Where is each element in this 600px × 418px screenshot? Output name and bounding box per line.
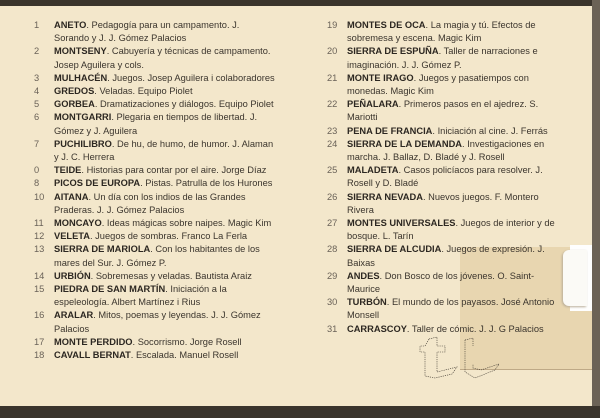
catalog-item [327, 98, 559, 124]
item-description: Pedagogía para un campamento. [91, 20, 230, 30]
item-text: MULHACÉN. Juegos. Josep Aguilera i colaboradores [54, 72, 275, 83]
logo-t-shape [420, 337, 457, 378]
item-title: MONTGARRI [54, 112, 112, 123]
catalog-item [327, 138, 559, 164]
item-number: 1 [34, 20, 40, 30]
item-title: ARALAR [54, 310, 94, 321]
item-text: AITANA. Un día con los indios de las Grandes Praderas. J. J. Gómez Palacios [54, 191, 246, 215]
item-title: MULHACÉN [54, 72, 108, 83]
catalog-item [34, 138, 276, 164]
item-title: VELETA [54, 231, 90, 242]
item-title: PICOS DE EUROPA [54, 178, 141, 189]
item-number: 11 [34, 218, 44, 229]
item-title: MONCAYO [54, 218, 102, 229]
catalog-item [327, 191, 559, 217]
catalog-item [34, 336, 276, 349]
item-author: Patrulla de los Hurones [175, 178, 273, 189]
item-description: Iniciación al cine. [437, 125, 509, 136]
item-title: SIERRA DE ESPUÑA [347, 46, 439, 57]
catalog-item [327, 164, 559, 190]
item-number: 30 [327, 297, 338, 308]
item-text: GORBEA. Dramatizaciones y diálogos. Equipo Piolet [54, 99, 274, 110]
item-text: CARRASCOY. Taller de cómic. J. J. G Palacios [347, 323, 544, 334]
item-number: 7 [34, 138, 40, 149]
item-text: VELETA. Juegos de sombras. Franco La Ferla [54, 231, 248, 242]
item-title: MONTES DE OCA [347, 20, 426, 30]
item-number: 13 [34, 244, 45, 255]
item-text: ANDES. Don Bosco de los jóvenes. O. Saint-Maurice [347, 270, 535, 295]
item-title: GORBEA [54, 99, 95, 110]
item-title: PEÑALARA [347, 99, 399, 110]
catalog-item [34, 309, 276, 335]
item-author: F. Montero Rivera [347, 191, 539, 215]
catalog-item [34, 177, 276, 190]
item-author: Equipo Piolet [137, 86, 193, 97]
item-author: J. Baixas [347, 244, 545, 268]
item-author: J. Alaman y J. C. Herrera [54, 138, 274, 163]
item-description: Pistas. [145, 178, 174, 189]
item-author: Josep Aguilera i colaboradores [147, 72, 275, 83]
item-text: PENA DE FRANCIA. Iniciación al cine. J. Ferrás [347, 125, 548, 136]
catalog-item [34, 283, 276, 309]
catalog-item [34, 19, 276, 45]
item-text: SIERRA DE ESPUÑA. Taller de narraciones e imaginación. J. J. Gómez P. [347, 46, 538, 70]
item-text: GREDOS. Veladas. Equipo Piolet [54, 86, 193, 97]
item-number: 3 [34, 72, 40, 83]
item-author: Josep Aguilera y cols. [54, 59, 144, 70]
item-author: Magic Kim [390, 86, 434, 97]
item-number: 25 [327, 165, 338, 176]
item-title: AITANA [54, 191, 89, 202]
item-text: MONCAYO. Ideas mágicas sobre naipes. Magic Kim [54, 218, 272, 229]
item-number: 24 [327, 138, 338, 149]
item-number: 18 [34, 350, 45, 361]
item-author: J. Sorando y J. J. Gómez Palacios [54, 20, 240, 44]
logo-c-shape [465, 338, 499, 378]
item-author: S. Mariotti [347, 99, 539, 123]
item-text: SIERRA DE ALCUDIA. Juegos de expresión. J. Baixas [347, 244, 545, 268]
item-title: MALADETA [347, 165, 399, 176]
item-description: Taller de cómic. [411, 323, 477, 334]
item-author: Magic Kim [227, 218, 272, 229]
item-number: 0 [34, 165, 40, 176]
item-number: 26 [327, 191, 338, 202]
item-text: MONTES UNIVERSALES. Juegos de interior y de bosque. L. Tarín [347, 218, 555, 242]
item-text: MONTE IRAGO. Juegos y pasatiempos con monedas. Magic Kim [347, 72, 529, 97]
item-text: TEIDE. Historias para contar por el aire. Jorge Díaz [54, 165, 267, 176]
item-number: 10 [34, 191, 45, 202]
item-text: PUCHILIBRO. De hu, de humo, de humor. J. Alaman y J. C. Herrera [54, 138, 274, 163]
item-author: J. J. G Palacios [479, 323, 544, 334]
item-title: CAVALL BERNAT [54, 350, 131, 361]
bottom-edge [0, 406, 600, 418]
item-number: 19 [327, 20, 338, 30]
item-author: L. Tarín [382, 231, 414, 242]
item-description: Historias para contar por el aire. [86, 165, 219, 176]
publisher-logo [417, 334, 527, 384]
item-number: 8 [34, 178, 40, 189]
item-author: J. Ferrás [510, 125, 548, 136]
item-number: 22 [327, 99, 338, 110]
item-text: TURBÓN. El mundo de los payasos. José Antonio Monsell [347, 297, 555, 321]
item-title: ANETO [54, 20, 87, 30]
item-description: Socorrismo. [137, 336, 188, 347]
item-text: URBIÓN. Sobremesas y veladas. Bautista Araiz [54, 270, 252, 281]
item-author: J. Gómez y J. Aguilera [54, 112, 258, 136]
item-description: Juegos. [112, 72, 145, 83]
item-text: MONTSENY. Cabuyería y técnicas de campamento. Josep Aguilera y cols. [54, 46, 271, 70]
item-description: Juegos de expresión. [446, 244, 535, 255]
catalog-item [34, 111, 276, 137]
catalog-item [34, 349, 276, 362]
item-text: SIERRA DE MARIOLA. Con los habitantes de los mares del Sur. J. Gómez P. [54, 244, 260, 268]
item-number: 29 [327, 270, 338, 281]
catalog-item [34, 85, 276, 98]
item-author: J. J. Gómez Palacios [54, 310, 261, 334]
item-title: SIERRA NEVADA [347, 191, 423, 202]
item-description: Casos policíacos para resolver. [403, 165, 533, 176]
item-description: El mundo de los payasos. [391, 297, 499, 308]
catalog-item [34, 270, 276, 283]
item-title: PUCHILIBRO [54, 138, 112, 149]
item-title: ANDES [347, 270, 380, 281]
item-title: MONTE PERDIDO [54, 336, 133, 347]
item-description: Cabuyería y técnicas de campamento. [111, 46, 271, 57]
item-author: J. Gómez P. [116, 257, 167, 268]
item-description: Juegos de interior y de bosque. [347, 218, 555, 242]
catalog-item [327, 45, 559, 71]
item-number: 27 [327, 218, 338, 229]
item-description: Mitos, poemas y leyendas. [98, 310, 209, 321]
item-author: J. Rosell y D. Bladé [347, 165, 543, 189]
item-description: Dramatizaciones y diálogos. [99, 99, 217, 110]
catalog-item [327, 125, 559, 138]
item-text: SIERRA NEVADA. Nuevos juegos. F. Montero Rivera [347, 191, 539, 215]
item-description: Ideas mágicas sobre naipes. [106, 218, 226, 229]
item-number: 2 [34, 46, 40, 57]
item-text: CAVALL BERNAT. Escalada. Manuel Rosell [54, 350, 239, 361]
item-title: SIERRA DE ALCUDIA [347, 244, 442, 255]
catalog-item [34, 164, 276, 177]
top-edge [0, 0, 600, 6]
item-description: De hu, de humo, de humor. [117, 138, 230, 149]
item-title: PENA DE FRANCIA [347, 125, 433, 136]
item-description: Primeros pasos en el ajedrez. [403, 99, 527, 110]
catalog-item [327, 19, 559, 45]
item-title: MONTE IRAGO [347, 72, 414, 83]
catalog-item [34, 243, 276, 269]
item-title: URBIÓN [54, 270, 91, 281]
item-text: MONTES DE OCA. La magia y tú. Efectos de sobremesa y escena. Magic Kim [347, 20, 536, 44]
item-number: 16 [34, 310, 45, 321]
item-title: TEIDE [54, 165, 82, 176]
item-author: Bautista Araiz [195, 270, 252, 281]
item-text: PEÑALARA. Primeros pasos en el ajedrez. S. Mariotti [347, 99, 539, 123]
item-text: ARALAR. Mitos, poemas y leyendas. J. J. Gómez Palacios [54, 310, 261, 334]
catalog-item [34, 217, 276, 230]
item-title: GREDOS [54, 86, 95, 97]
catalog-item [34, 72, 276, 85]
item-description: Escalada. [135, 350, 177, 361]
item-text: PIEDRA DE SAN MARTÍN. Iniciación a la espeleología. Albert Martínez i Rius [54, 284, 227, 308]
item-author: José Antonio Monsell [347, 297, 555, 321]
item-title: PIEDRA DE SAN MARTÍN [54, 284, 166, 295]
item-author: Equipo Piolet [218, 99, 274, 110]
item-title: MONTSENY [54, 46, 107, 57]
item-author: Albert Martínez i Rius [111, 297, 201, 308]
item-author: Jorge Rosell [189, 336, 242, 347]
item-description: Plegaria en tiempos de libertad. [116, 112, 248, 123]
item-title: TURBÓN [347, 297, 387, 308]
catalog-item [34, 45, 276, 71]
item-author: J. J. Gómez Palacios [96, 204, 185, 215]
item-description: Investigaciones en marcha. [347, 138, 545, 163]
catalog-item [34, 98, 276, 111]
item-description: Con los habitantes de los mares del Sur. [54, 244, 260, 268]
item-text: MONTGARRI. Plegaria en tiempos de libertad. J. Gómez y J. Aguilera [54, 112, 258, 136]
item-author: Franco La Ferla [181, 231, 248, 242]
item-number: 6 [34, 112, 40, 123]
item-description: La magia y tú. Efectos de sobremesa y escena. [347, 20, 536, 44]
catalog-item [34, 230, 276, 243]
item-number: 5 [34, 99, 40, 110]
right-edge [592, 0, 600, 418]
item-description: Iniciación a la espeleología. [54, 284, 227, 308]
item-author: O. Saint-Maurice [347, 270, 535, 295]
item-author: Magic Kim [437, 33, 482, 44]
item-text: ANETO. Pedagogía para un campamento. J. Sorando y J. J. Gómez Palacios [54, 20, 240, 44]
catalog-item [327, 217, 559, 243]
item-title: MONTES UNIVERSALES [347, 218, 456, 229]
item-description: Juegos de sombras. [95, 231, 179, 242]
item-number: 17 [34, 336, 45, 347]
item-author: J. Ballaz, D. Bladé y J. Rosell [383, 152, 505, 163]
series-list-right [327, 19, 559, 336]
item-title: CARRASCOY [347, 323, 407, 334]
item-number: 15 [34, 284, 45, 295]
item-description: Un día con los indios de las Grandes Praderas. [54, 191, 246, 215]
item-author: J. J. Gómez P. [401, 59, 462, 70]
item-text: PICOS DE EUROPA. Pistas. Patrulla de los Hurones [54, 178, 273, 189]
item-text: MONTE PERDIDO. Socorrismo. Jorge Rosell [54, 336, 242, 347]
item-number: 28 [327, 244, 338, 255]
item-number: 12 [34, 231, 45, 242]
item-description: Taller de narraciones e imaginación. [347, 46, 538, 70]
item-text: SIERRA DE LA DEMANDA. Investigaciones en marcha. J. Ballaz, D. Bladé y J. Rosell [347, 138, 545, 163]
item-title: SIERRA DE LA DEMANDA [347, 138, 463, 149]
item-author: Jorge Díaz [221, 165, 267, 176]
catalog-item [327, 270, 559, 296]
series-list-left [34, 19, 276, 362]
item-title: SIERRA DE MARIOLA [54, 244, 151, 255]
item-number: 23 [327, 125, 338, 136]
catalog-item [327, 243, 559, 269]
item-number: 4 [34, 86, 40, 97]
item-text: MALADETA. Casos policíacos para resolver. J. Rosell y D. Bladé [347, 165, 543, 189]
item-description: Sobremesas y veladas. [95, 270, 193, 281]
item-description: Veladas. [99, 86, 136, 97]
item-description: Don Bosco de los jóvenes. [384, 270, 495, 281]
catalog-item [327, 296, 559, 322]
item-number: 14 [34, 270, 45, 281]
item-author: Manuel Rosell [179, 350, 239, 361]
item-number: 20 [327, 46, 338, 57]
item-description: Nuevos juegos. [428, 191, 493, 202]
item-number: 21 [327, 72, 338, 83]
item-number: 31 [327, 323, 338, 334]
catalog-item [34, 191, 276, 217]
item-description: Juegos y pasatiempos con monedas. [347, 72, 529, 97]
sticker-tab-shadow [563, 250, 587, 306]
catalog-item [327, 72, 559, 98]
